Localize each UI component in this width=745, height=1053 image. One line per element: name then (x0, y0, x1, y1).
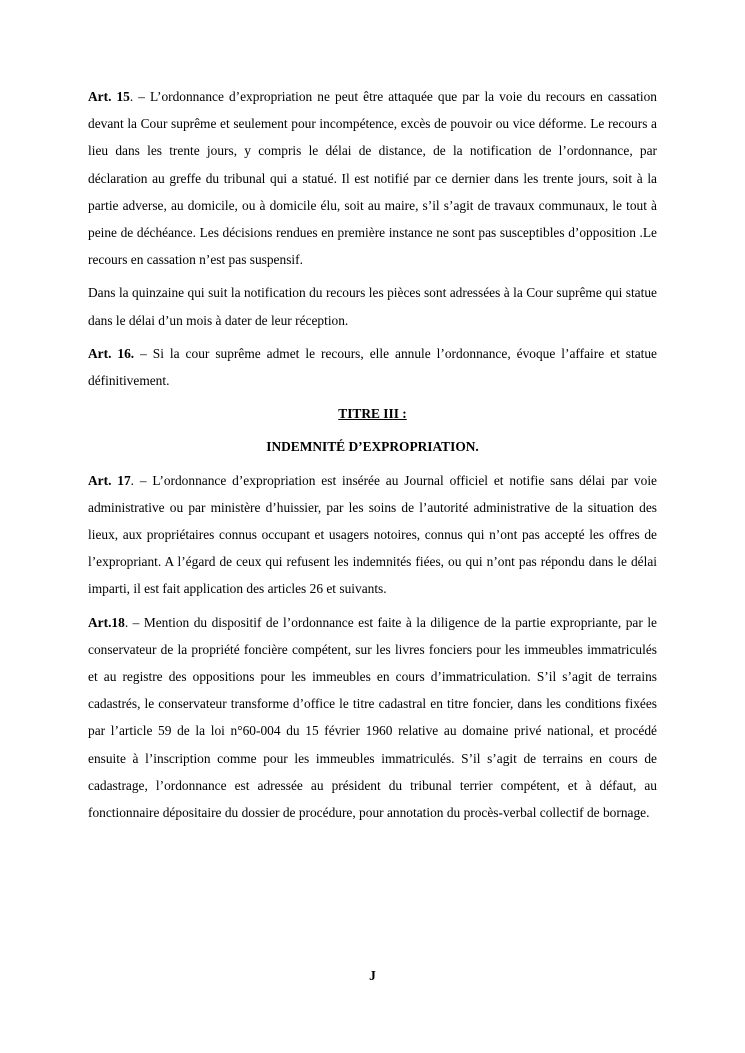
article-16-text: – Si la cour suprême admet le recours, elle annule l’ordonnance, évoque l’affaire et statue définitivement. (88, 345, 657, 389)
page-number: J (369, 968, 376, 983)
title-name: INDEMNITÉ D’EXPROPRIATION. (266, 439, 479, 455)
title-number: TITRE III : (338, 406, 407, 422)
document-body (88, 83, 657, 832)
article-15-label: Art. 15 (88, 89, 130, 104)
article-15-followup: Dans la quinzaine qui suit la notification du recours les pièces sont adressées à la Cour suprême qui statue dans le délai d’un mois à dater de leur réception. (88, 285, 657, 328)
article-17 (88, 467, 657, 603)
article-15 (88, 83, 657, 273)
article-16 (88, 340, 657, 394)
article-16-label: Art. 16. (88, 345, 135, 361)
article-15-text: . – L’ordonnance d’expropriation ne peut être attaquée que par la voie du recours en cassation devant la Cour suprême et seulement pour incompétence, excès de pouvoir ou vice déforme. Le recours a lieu dans les trente jours, y compris le délai de distance, de la notification de l’ordonnance, par déclaration au greffe du tribunal qui a statué. Il est notifié par ce dernier dans les trente jours, soit à la partie adverse, au domicile, ou à domicile élu, soit au maire, s’il s’agit de travaux communaux, le tout à peine de déchéance. Les décisions rendues en première instance ne sont pas susceptibles d’opposition .Le recours en cassation n’est pas suspensif. (88, 89, 657, 268)
article-18-text: . – Mention du dispositif de l’ordonnance est faite à la diligence de la partie expropriante, par le conservateur de la propriété foncière compétent, sur les livres fonciers pour les immeubles immatriculés et au registre des oppositions pour les immeubles en cours d’immatriculation. S’il s’agit de terrains cadastrés, le conservateur transforme d’office le titre cadastral en titre foncier, dans les conditions fixées par l’article 59 de la loi n°60-004 du 15 février 1960 relative au domaine privé national, et procédé ensuite à l’inscription comme pour les immeubles immatriculés. S’il s’agit de terrains en cours de cadastrage, l’ordonnance est adressée au président du tribunal terrier compétent, et à défaut, au fonctionnaire dépositaire du dossier de procédure, pour annotation du procès-verbal collectif de bornage. (88, 614, 657, 821)
article-17-label: Art. 17 (88, 472, 131, 488)
article-18-label: Art.18 (88, 614, 125, 630)
article-17-text: . – L’ordonnance d’expropriation est insérée au Journal officiel et notifie sans délai par voie administrative ou par ministère d’huissier, par les soins de l’autorité administrative de la situation des lieux, aux propriétaires connus occupant et usagers notoires, connus qui n’ont pas accepté les offres de l’expropriant. A l’égard de ceux qui refusent les indemnités fiées, ou qui n’ont pas répondu dans le délai imparti, il est fait application des articles 26 et suivants. (88, 472, 657, 597)
article-18 (88, 609, 657, 827)
